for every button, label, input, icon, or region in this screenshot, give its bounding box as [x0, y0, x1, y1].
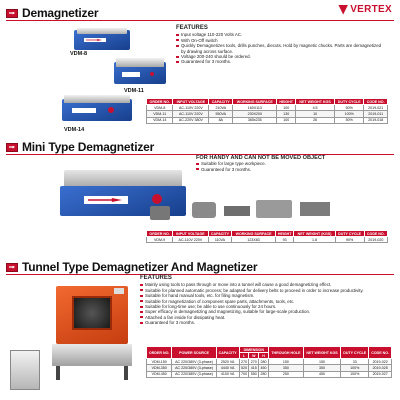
- column-header: ORDER NO.: [147, 231, 173, 237]
- column-header: CODE NO.: [364, 99, 388, 105]
- table-cell: VDM-150: [147, 359, 172, 365]
- column-header: HEIGHT: [275, 231, 294, 237]
- feature-item: Suitable for long-time use; be able to use continuously for 24 hours.: [140, 304, 392, 309]
- section-divider: [6, 20, 394, 21]
- column-header: THROUGH HOLE: [268, 347, 303, 359]
- workpiece-image: [300, 202, 330, 216]
- table-row: [147, 237, 388, 243]
- column-header: DIMENSION: [239, 347, 268, 353]
- section-divider: [6, 274, 394, 275]
- table-cell: 365x235: [233, 117, 277, 123]
- column-header: H: [259, 353, 269, 359]
- table-cell: 90%: [335, 237, 364, 243]
- table-cell: 450: [303, 371, 340, 377]
- feature-item: Suitable for planned automatic process; be adapted for delivery belts to proceed in order to increase productivity.: [140, 288, 392, 293]
- table-cell: 150: [268, 359, 303, 365]
- table-cell: 4.5: [296, 105, 335, 111]
- section2-header: [6, 140, 154, 154]
- column-header: CODE NO.: [364, 231, 387, 237]
- column-header: ORDER NO.: [147, 99, 173, 105]
- workpiece-image: [150, 206, 170, 220]
- table-cell: AC-110V 220V: [173, 105, 209, 111]
- product-image-tunnel-demagnetizer: [52, 282, 138, 382]
- table-cell: 93: [275, 237, 294, 243]
- table-cell: 270: [250, 359, 257, 364]
- workpiece-image: [224, 206, 250, 216]
- table-cell: 100%: [341, 371, 369, 377]
- feature-item: With On-Off switch: [176, 38, 384, 43]
- table-cell: 2520 VA: [216, 359, 239, 365]
- table-cell: 230X200: [233, 111, 277, 117]
- section2-spec-table: [146, 230, 388, 243]
- table-cell: 210VA: [209, 105, 233, 111]
- section1-features: [176, 26, 384, 65]
- column-header: DUTY CYCLE: [341, 347, 369, 359]
- feature-item: Input voltage 110-220 Volts AC.: [176, 32, 384, 37]
- feature-item: Guaranteed for 3 months.: [140, 320, 392, 325]
- table-cell: 2019-011: [364, 111, 388, 117]
- control-box-image: [10, 350, 40, 390]
- features-heading: FEATURES: [140, 275, 172, 281]
- table-cell: 26: [296, 117, 335, 123]
- product-label: VDM-11: [124, 88, 144, 94]
- table-cell: 4440 VA: [216, 365, 239, 371]
- table-cell: 160X113: [233, 105, 277, 111]
- section3-header: [6, 260, 257, 274]
- product-image-vdm14: [62, 94, 132, 124]
- section1-header: [6, 6, 98, 20]
- product-image-vdm11: [114, 58, 166, 88]
- table-row: [147, 117, 388, 123]
- section3-spec-table: [146, 346, 392, 378]
- table-cell: 8A: [209, 117, 233, 123]
- table-cell: 2019-018: [364, 117, 388, 123]
- table-cell: 700: [241, 372, 247, 377]
- section2-features: [196, 156, 386, 172]
- table-cell: 415: [250, 365, 257, 370]
- section3-title: Tunnel Type Demagnetizer And Magnetizer: [22, 260, 258, 274]
- table-cell: 550: [250, 372, 257, 377]
- feature-item: Guaranteed for 3 months.: [176, 59, 384, 64]
- workpiece-image: [256, 200, 292, 218]
- column-header: WORKING SURFACE: [232, 231, 276, 237]
- product-label: VDM-8: [70, 51, 88, 57]
- column-header: CAPACITY: [216, 347, 239, 359]
- feature-item: Suitable for magnetization of component spare parts, attachments, tools, etc.: [140, 299, 392, 304]
- arrow-icon: [6, 143, 18, 152]
- feature-item: Quickly Demagnetizes tools, drills punches, diecuts. Hold by magnetic chucks. Parts are demagnetized by drawing across surface.: [176, 43, 384, 54]
- column-header: DUTY CYCLE: [335, 231, 364, 237]
- table-cell: AC 220/380V (3-phase): [172, 371, 216, 377]
- table-cell: 520: [241, 365, 247, 370]
- triangle-icon: [338, 5, 348, 15]
- table-cell: 123X83: [232, 237, 276, 243]
- column-header: NET WEIGHT (KGS): [294, 231, 335, 237]
- table-cell: 2019-022: [369, 359, 392, 365]
- column-header: NET WEIGHT KGS: [296, 99, 335, 105]
- brand-name: VERTEX: [350, 4, 392, 15]
- table-cell: VDM-11: [147, 111, 173, 117]
- table-row: [147, 371, 392, 377]
- table-cell: 33: [341, 359, 369, 365]
- column-header: HEIGHT: [277, 99, 296, 105]
- table-cell: 2019-025: [369, 365, 392, 371]
- table-cell: 350: [303, 365, 340, 371]
- section1-title: Demagnetizer: [22, 6, 99, 20]
- section2-subtitle: FOR HANDY AND CAN NOT BE MOVED OBJECT: [196, 155, 326, 161]
- table-cell: 110VA: [208, 237, 232, 243]
- table-cell: 100: [277, 117, 296, 123]
- table-cell: 50%: [335, 117, 364, 123]
- feature-item: Suitable for hand manual tools, etc. for filing magnetism.: [140, 293, 392, 298]
- table-cell: 2019-020: [364, 237, 387, 243]
- column-header: L: [239, 353, 249, 359]
- arrow-icon: [6, 9, 18, 18]
- table-cell: 270: [241, 359, 247, 364]
- table-cell: AC 220/380V (3-phase): [172, 365, 216, 371]
- table-cell: 130: [277, 111, 296, 117]
- feature-item: Voltage 200-240 should be ordered.: [176, 54, 384, 59]
- feature-item: Suitable for large type workpiece.: [196, 161, 386, 166]
- feature-item: Super efficacy in demagnetizing and magnetizing, suitable for large-scale production.: [140, 309, 392, 314]
- table-header-row: [147, 347, 392, 353]
- table-cell: 2019-021: [364, 105, 388, 111]
- table-cell: 100%: [341, 365, 369, 371]
- section1-spec-table: [146, 98, 388, 124]
- section3-features: [140, 276, 392, 326]
- table-cell: VDM-450: [147, 371, 172, 377]
- feature-item: Mainly using tools to pass through or move into a tunnel will cause a good demagnetizing effect.: [140, 282, 392, 287]
- column-header: CAPACITY: [208, 231, 232, 237]
- table-cell: 150: [303, 359, 340, 365]
- table-cell: 280: [260, 372, 267, 377]
- table-cell: 1.8: [294, 237, 335, 243]
- arrow-icon: [6, 263, 18, 272]
- table-cell: 550VA: [209, 111, 233, 117]
- table-cell: VDM-9: [147, 237, 173, 243]
- table-cell: 4100 VA: [216, 371, 239, 377]
- table-cell: 350: [268, 365, 303, 371]
- column-header: POWER SOURCE: [172, 347, 216, 359]
- column-header: DUTY CYCLE: [335, 99, 364, 105]
- column-header: INPUT VOLTAGE: [173, 231, 208, 237]
- table-cell: 50%: [335, 105, 364, 111]
- table-cell: 280: [260, 359, 267, 364]
- table-cell: 100: [277, 105, 296, 111]
- table-cell: AC-110V 220V: [173, 111, 209, 117]
- table-cell: VDM-8: [147, 105, 173, 111]
- column-header: INPUT VOLTAGE: [173, 99, 209, 105]
- workpiece-image: [192, 202, 216, 218]
- column-header: WORKING SURFACE: [233, 99, 277, 105]
- column-header: NET WEIGHT KGS: [303, 347, 340, 359]
- table-cell: AC-220V 380V: [173, 117, 209, 123]
- table-cell: 450: [260, 365, 267, 370]
- table-cell: VDM-350: [147, 365, 172, 371]
- column-header: ORDER NO.: [147, 347, 172, 359]
- product-label: VDM-14: [64, 127, 85, 133]
- section2-title: Mini Type Demagnetizer: [22, 140, 155, 154]
- column-header: W: [249, 353, 259, 359]
- table-cell: 100%: [335, 111, 364, 117]
- table-cell: VDM-14: [147, 117, 173, 123]
- feature-item: Guaranteed for 3 months.: [196, 167, 386, 172]
- product-image-vdm8: [74, 26, 132, 54]
- table-cell: 2019-027: [369, 371, 392, 377]
- column-header: CAPACITY: [209, 99, 233, 105]
- table-cell: 10: [296, 111, 335, 117]
- brand-logo: [338, 4, 392, 15]
- feature-item: Attached a fan inside for dissipating heat.: [140, 315, 392, 320]
- features-heading: FEATURES: [176, 25, 208, 31]
- table-cell: AC-110V 220V: [173, 237, 208, 243]
- table-cell: AC 220/380V (3-phase): [172, 359, 216, 365]
- table-cell: 250: [268, 371, 303, 377]
- column-header: CODE NO.: [369, 347, 392, 359]
